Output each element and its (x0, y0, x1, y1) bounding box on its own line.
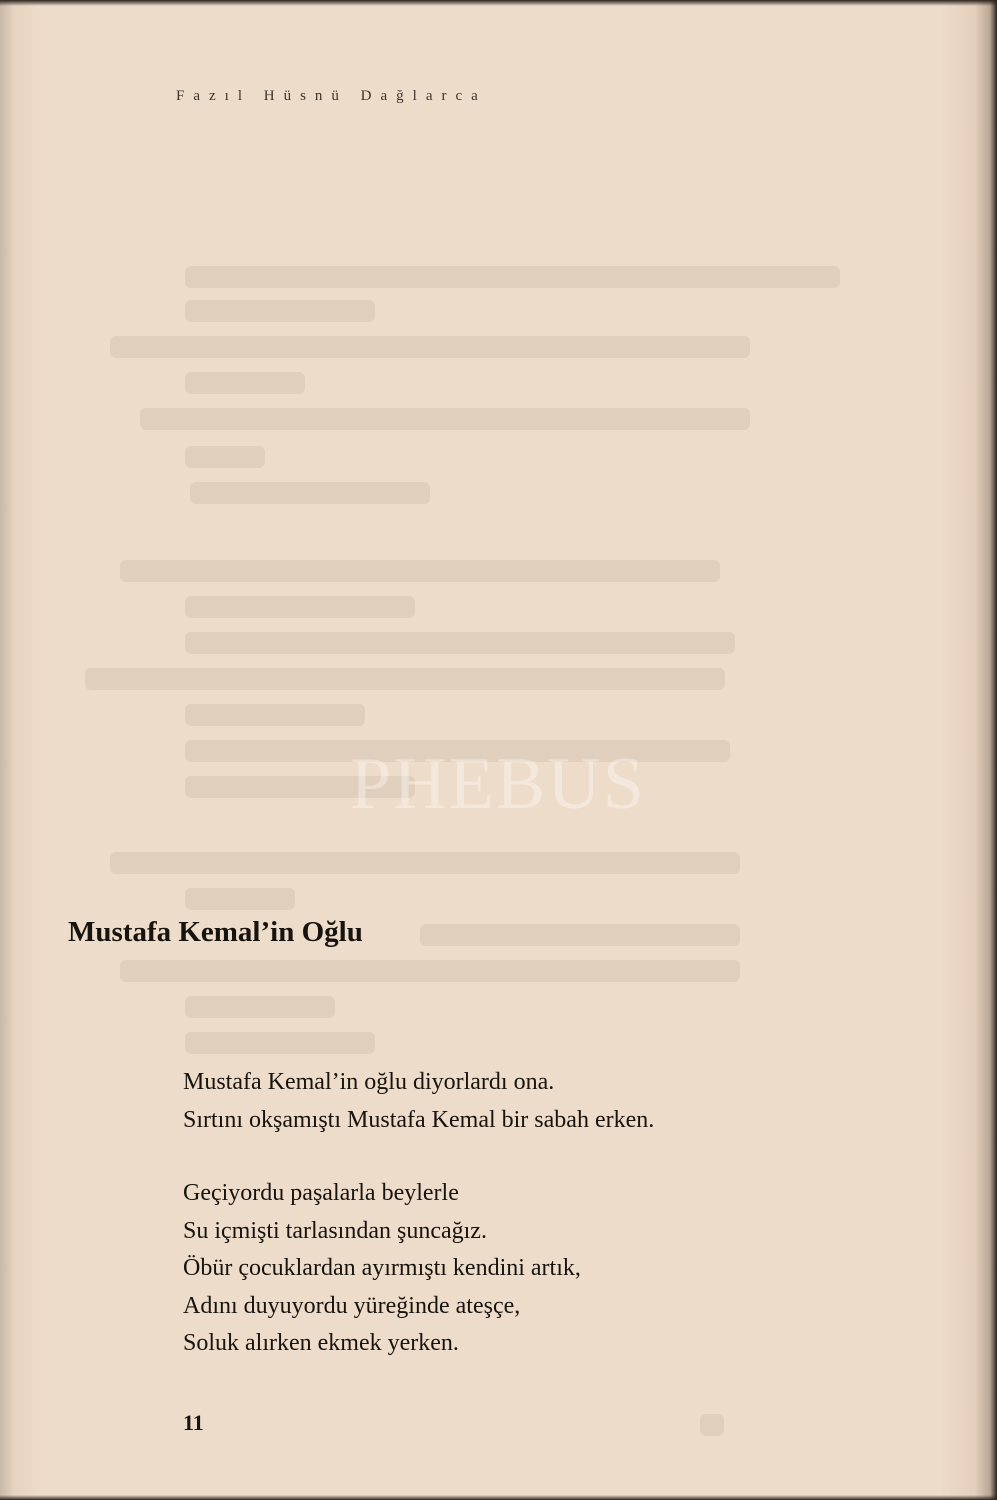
poem-line: Adını duyuyordu yüreğinde ateşçe, (183, 1292, 521, 1319)
poem-line: Sırtını okşamıştı Mustafa Kemal bir sabah erken. (183, 1106, 655, 1133)
poem-line: Öbür çocuklardan ayırmıştı kendini artık, (183, 1255, 581, 1281)
poem-line: Su içmişti tarlasından şuncağız. (183, 1217, 487, 1244)
poem-title: Mustafa Kemal’in Oğlu (68, 916, 363, 948)
poem-line: Soluk alırken ekmek yerken. (183, 1330, 459, 1356)
running-header-author: Fazıl Hüsnü Dağlarca (176, 88, 487, 104)
page-number: 11 (183, 1410, 204, 1435)
svg-text:PHEBUS: PHEBUS (350, 743, 646, 820)
poem-stanza-2 (183, 1175, 581, 1363)
poem-stanza-1 (183, 1064, 654, 1139)
poem-line: Mustafa Kemal’in oğlu diyorlardı ona. (183, 1069, 555, 1095)
poem-line: Geçiyordu paşalarla beylerle (183, 1180, 459, 1206)
watermark (318, 740, 678, 820)
